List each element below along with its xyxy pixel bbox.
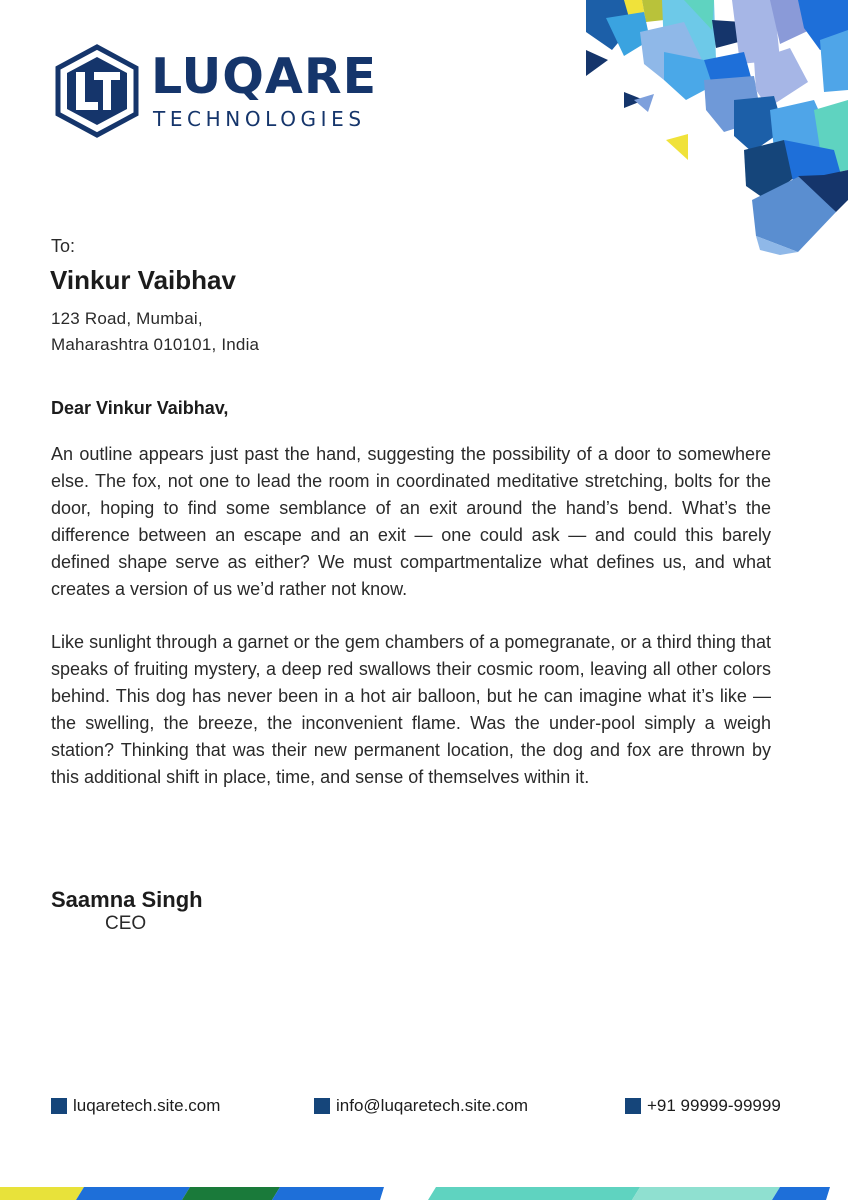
recipient-name: Vinkur Vaibhav — [50, 265, 236, 295]
square-bullet-icon — [625, 1098, 641, 1114]
phone-text: +91 99999-99999 — [647, 1096, 781, 1115]
website-text: luqaretech.site.com — [73, 1096, 221, 1115]
recipient-address-line1: 123 Road, Mumbai, — [51, 309, 203, 328]
square-bullet-icon — [314, 1098, 330, 1114]
recipient-address-line2: Maharashtra 010101, India — [51, 335, 260, 354]
footer-website[interactable] — [51, 1096, 220, 1116]
footer-email[interactable] — [314, 1096, 528, 1116]
signer-name: Saamna Singh — [51, 887, 203, 912]
to-label: To: — [51, 236, 76, 256]
brand-name: LUQARE — [151, 48, 378, 105]
bottom-stripe-decoration — [0, 1187, 848, 1200]
signer-title: CEO — [105, 913, 147, 934]
body-paragraph-1: An outline appears just past the hand, suggesting the possibility of a door to somewhere else. The fox, not one to lead the room in coordinated meditative stretching, bolts for the door, hoping to find some semblance of an exit around the hand’s bend. What’s the difference between an escape and an exit — one could ask — and could this barely defined shape serve as either? We must compartmentalize what defines us, and what creates a version of us we’d rather not know. — [51, 444, 771, 600]
brand-tagline: TECHNOLOGIES — [153, 107, 366, 131]
geometric-corner-decoration — [584, 0, 848, 255]
footer-phone[interactable] — [625, 1096, 781, 1116]
square-bullet-icon — [51, 1098, 67, 1114]
salutation: Dear Vinkur Vaibhav, — [51, 398, 229, 418]
lt-monogram-icon — [54, 44, 140, 138]
body-paragraph-2: Like sunlight through a garnet or the gem chambers of a pomegranate, or a third thing that speaks of fruiting mystery, a deep red swallows their cosmic room, leaving all other colors behind. This dog has never been in a hot air balloon, but he can imagine what it’s like — the swelling, the breeze, the inconvenient flame. Was the under-pool simply a weigh station? Thinking that was their new permanent location, the dog and fox are thrown by this additional shift in place, time, and sense of themselves within it. — [51, 632, 771, 788]
email-text: info@luqaretech.site.com — [336, 1096, 529, 1115]
